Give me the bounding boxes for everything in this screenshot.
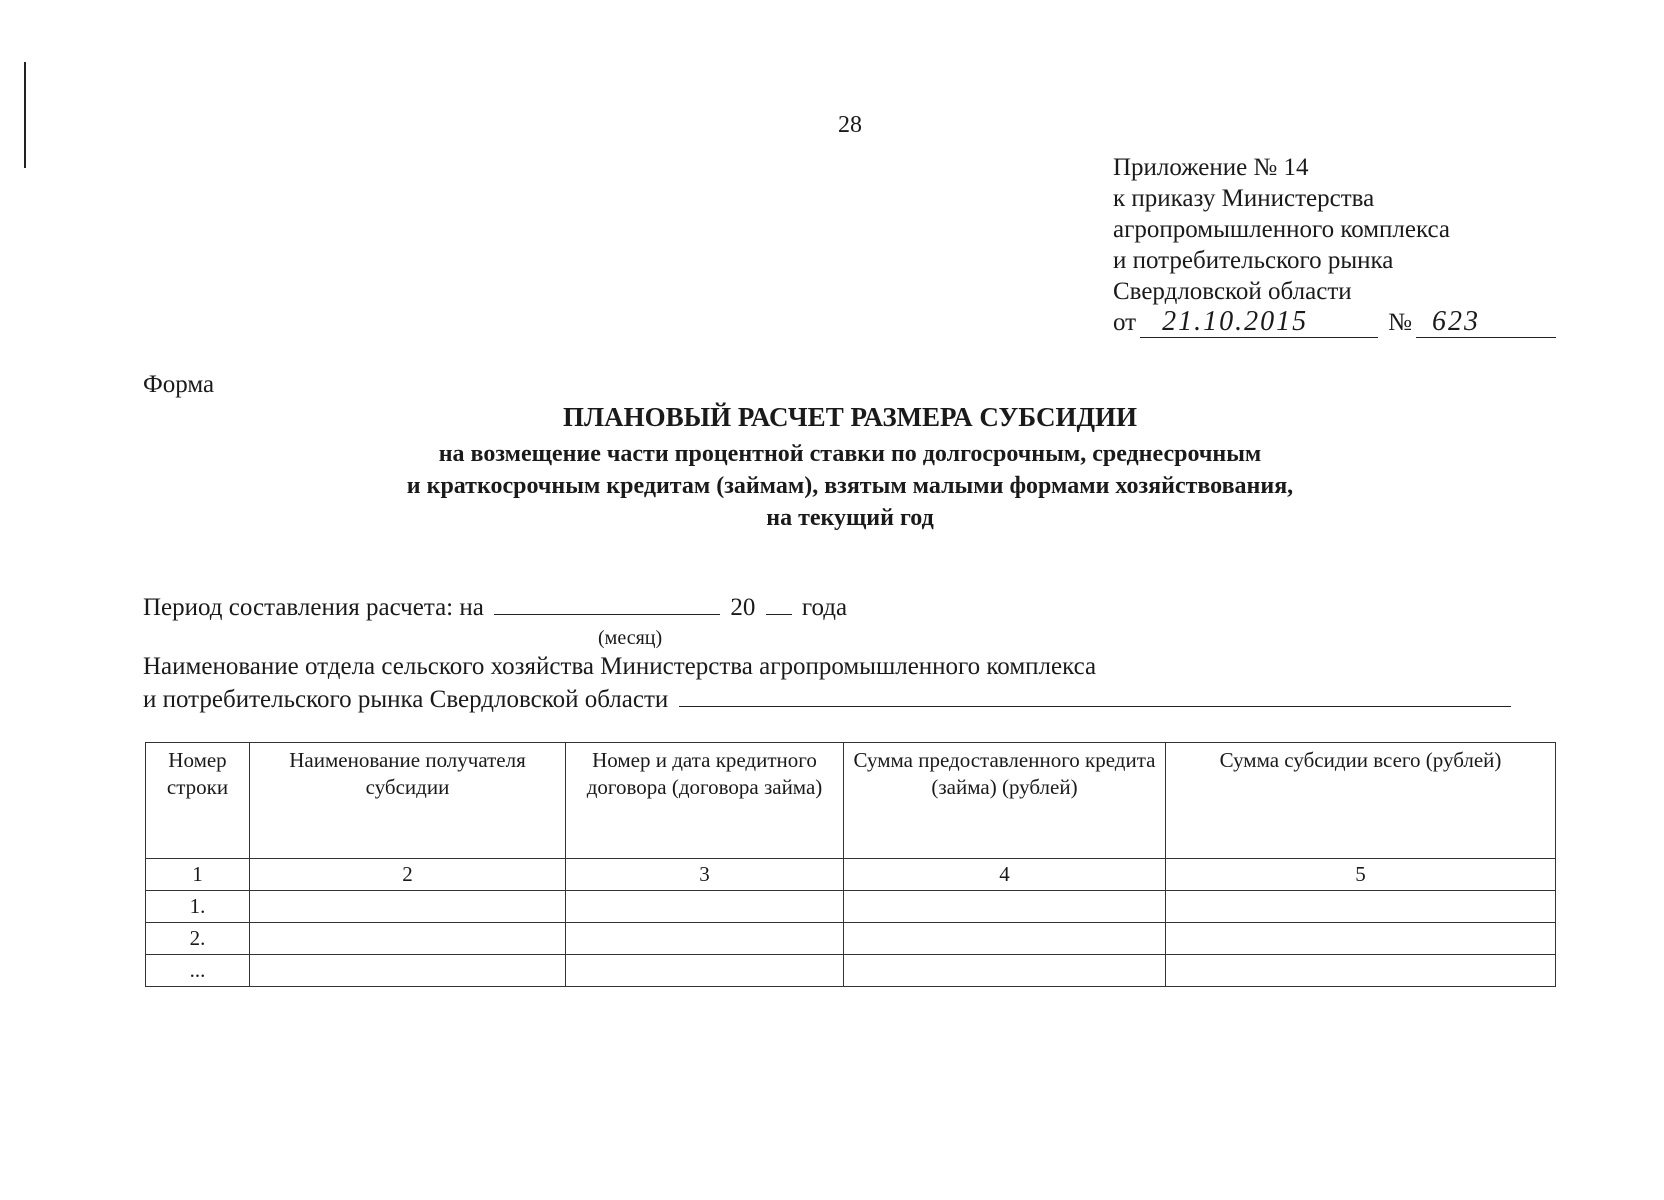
- column-number: 3: [566, 859, 844, 891]
- header-row-number: Номер строки: [146, 743, 250, 859]
- appendix-line: Приложение № 14: [1113, 154, 1309, 181]
- page-number: 28: [838, 112, 862, 138]
- column-number: 5: [1166, 859, 1556, 891]
- table-row: [146, 923, 1556, 955]
- header-contract-number-date: Номер и дата кредитного договора (договора займа): [566, 743, 844, 859]
- form-label: Форма: [143, 371, 215, 398]
- year-prefix: 20: [730, 594, 756, 621]
- document-subtitle-line: и краткосрочным кредитам (займам), взятым малыми формами хозяйствования,: [406, 473, 1294, 499]
- period-suffix: года: [801, 594, 848, 621]
- table-row: [146, 955, 1556, 987]
- column-number-row: [146, 859, 1556, 891]
- month-caption: (месяц): [598, 627, 663, 649]
- table-cell: [1166, 891, 1556, 923]
- table-cell: [250, 891, 566, 923]
- handwritten-date: 21.10.2015: [1162, 306, 1309, 337]
- number-prefix: №: [1388, 309, 1412, 336]
- appendix-line: к приказу Министерства: [1113, 185, 1375, 212]
- column-number: 4: [844, 859, 1166, 891]
- year-blank: [766, 592, 792, 615]
- table-cell: 1.: [146, 891, 250, 923]
- document-subtitle-line: на возмещение части процентной ставки по долгосрочным, среднесрочным: [438, 441, 1262, 467]
- period-line: [143, 592, 847, 622]
- document-subtitle-line: на текущий год: [766, 505, 934, 531]
- column-number: 2: [250, 859, 566, 891]
- table-cell: [1166, 923, 1556, 955]
- header-recipient-name: Наименование получателя субсидии: [250, 743, 566, 859]
- department-line-1: Наименование отдела сельского хозяйства Министерства агропромышленного комплекса: [143, 653, 1097, 680]
- table-cell: [566, 891, 844, 923]
- order-date-field: [1140, 306, 1378, 338]
- period-prefix: Период составления расчета: на: [143, 594, 484, 621]
- table-header-row: [146, 743, 1556, 859]
- appendix-line: Свердловской области: [1113, 278, 1352, 305]
- table-cell: [566, 955, 844, 987]
- date-prefix: от: [1113, 309, 1137, 336]
- table-cell: [250, 955, 566, 987]
- table-cell: [1166, 955, 1556, 987]
- handwritten-number: 623: [1431, 306, 1480, 337]
- appendix-line: агропромышленного комплекса: [1113, 216, 1451, 243]
- department-blank: [679, 684, 1511, 707]
- table-cell: [844, 923, 1166, 955]
- table-cell: [844, 891, 1166, 923]
- document-title: ПЛАНОВЫЙ РАСЧЕТ РАЗМЕРА СУБСИДИИ: [562, 402, 1138, 432]
- subsidy-table: [145, 742, 1556, 987]
- month-blank: [494, 592, 720, 615]
- appendix-block: [1113, 152, 1556, 338]
- table-cell: 2.: [146, 923, 250, 955]
- table-cell: ...: [146, 955, 250, 987]
- appendix-line: и потребительского рынка: [1113, 247, 1394, 274]
- table-cell: [250, 923, 566, 955]
- table-cell: [566, 923, 844, 955]
- department-line-2: [143, 684, 1511, 714]
- table-cell: [844, 955, 1166, 987]
- column-number: 1: [146, 859, 250, 891]
- table-row: [146, 891, 1556, 923]
- department-line-2-text: и потребительского рынка Свердловской области: [143, 686, 669, 713]
- header-subsidy-total: Сумма субсидии всего (рублей): [1166, 743, 1556, 859]
- order-number-field: [1416, 306, 1556, 338]
- header-credit-amount: Сумма предоставленного кредита (займа) (рублей): [844, 743, 1166, 859]
- order-date-number-line: [1113, 307, 1556, 338]
